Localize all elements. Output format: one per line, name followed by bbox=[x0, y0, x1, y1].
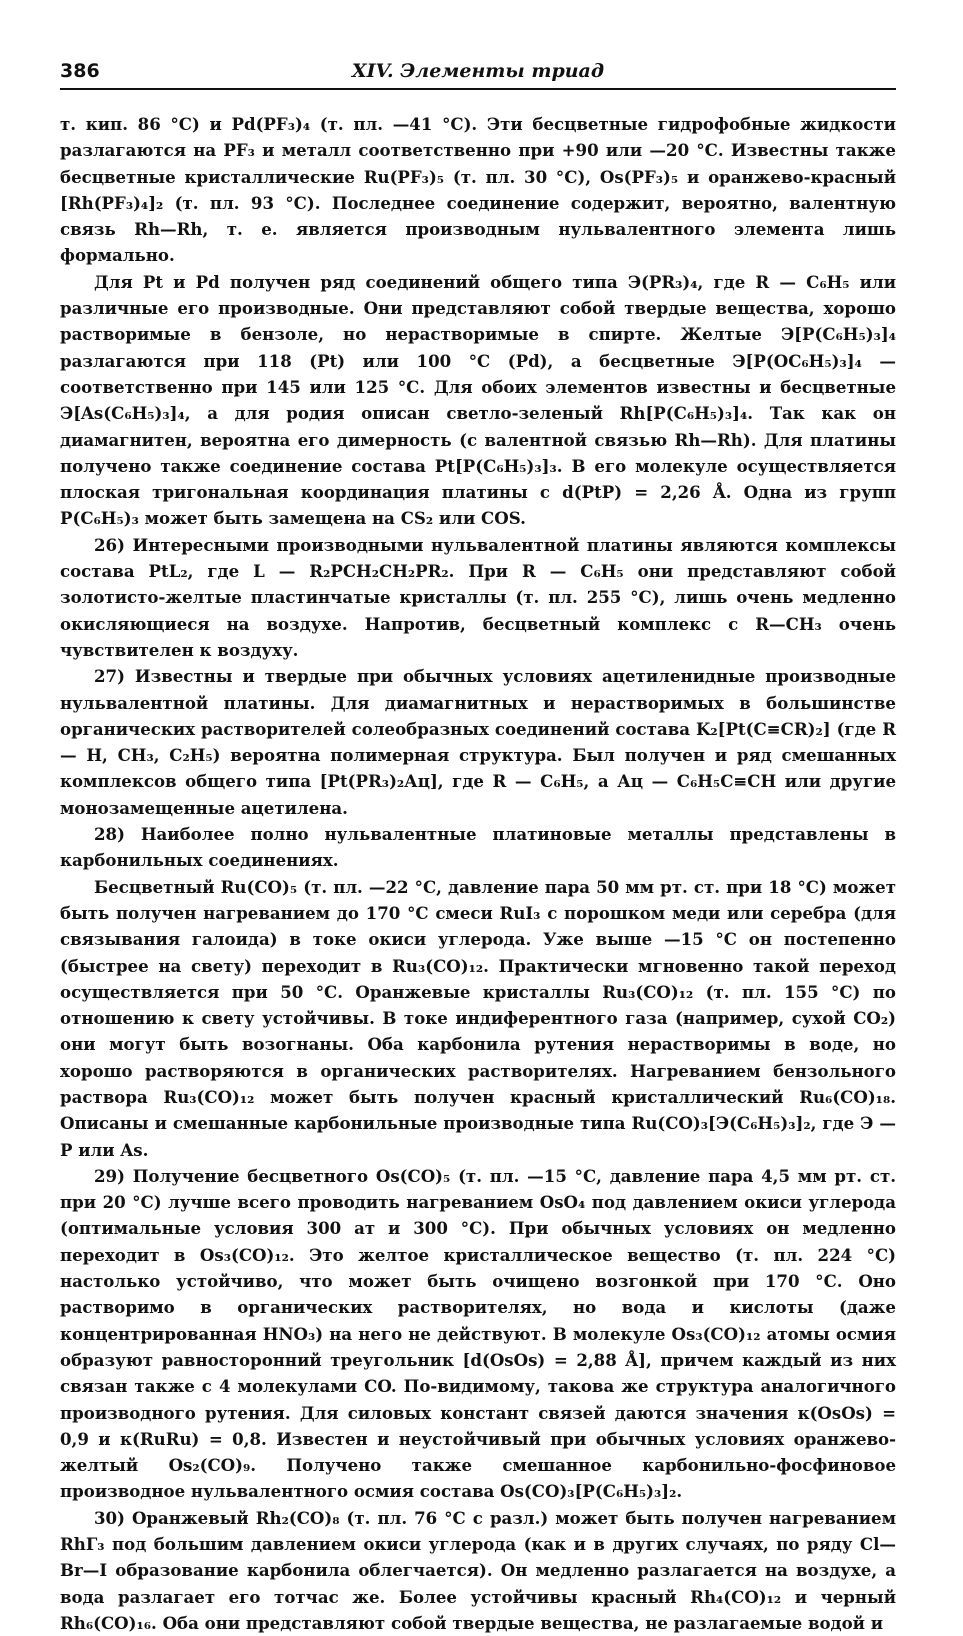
paragraph: 27) Известны и твердые при обычных условиях ацетиленидные производные нульвалентной платины. Для диамагнитных и нерастворимых в большинстве органических растворителей солеобразных соединений состава K₂[Pt(C≡CR)₂] (где R — H, CH₃, C₂H₅) вероятна полимерная структура. Был получен и ряд смешанных комплексов общего типа [Pt(PR₃)₂Ац], где R — C₆H₅, а Ац — C₆H₅C≡CH или другие монозамещенные ацетилена. bbox=[60, 666, 896, 818]
paragraph: 29) Получение бесцветного Os(CO)₅ (т. пл. —15 °С, давление пара 4,5 мм рт. ст. при 20 °С) лучше всего проводить нагреванием OsO₄ под давлением окиси углерода (оптимальные условия 300 ат и 300 °С). При обычных условиях он медленно переходит в Os₃(CO)₁₂. Это желтое кристаллическое вещество (т. пл. 224 °С) настолько устойчиво, что может быть очищено возгонкой при 170 °С. Оно растворимо в органических растворителях, но вода и кислоты (даже концентрированная HNO₃) на него не действуют. В молекуле Os₃(CO)₁₂ атомы осмия образуют равносторонний треугольник [d(OsOs) = 2,88 Å], причем каждый из них связан также с 4 молекулами CO. По-видимому, такова же структура аналогичного производного рутения. Для силовых констант связей даются значения к(OsOs) = 0,9 и к(RuRu) = 0,8. Известен и неустойчивый при обычных условиях оранжево-желтый Os₂(CO)₉. Получено также смешанное карбонильно-фосфиновое производное нульвалентного осмия состава Os(CO)₃[P(C₆H₅)₃]₂. bbox=[60, 1165, 896, 1502]
paragraph: 30) Оранжевый Rh₂(CO)₈ (т. пл. 76 °С с разл.) может быть получен нагреванием RhГ₃ под большим давлением окиси углерода (как и в других случаях, по ряду Cl—Br—I образование карбонила облегчается). Он медленно разлагается на воздухе, а вода разлагает его тотчас же. Более устойчивы красный Rh₄(CO)₁₂ и черный Rh₆(CO)₁₆. Оба они представляют собой твердые вещества, не разлагаемые водой и bbox=[60, 1507, 896, 1633]
running-title: XIV. Элементы триад bbox=[351, 60, 605, 82]
paragraph: Бесцветный Ru(CO)₅ (т. пл. —22 °С, давление пара 50 мм рт. ст. при 18 °С) может быть получен нагреванием до 170 °С смеси RuI₃ с порошком меди или серебра (для связывания галоида) в токе окиси углерода. Уже выше —15 °С он постепенно (быстрее на свету) переходит в Ru₃(CO)₁₂. Практически мгновенно такой переход осуществляется при 50 °С. Оранжевые кристаллы Ru₃(CO)₁₂ (т. пл. 155 °С) по отношению к свету устойчивы. В токе индиферентного газа (например, сухой CO₂) они могут быть возогнаны. Оба карбонила рутения нерастворимы в воде, но хорошо растворяются в органических растворителях. Нагреванием бензольного раствора Ru₃(CO)₁₂ может быть получен красный кристаллический Ru₆(CO)₁₈. Описаны и смешанные карбонильные производные типа Ru(CO)₃[Э(C₆H₅)₃]₂, где Э — P или As. bbox=[60, 876, 896, 1160]
paragraph: Для Pt и Pd получен ряд соединений общего типа Э(PR₃)₄, где R — C₆H₅ или различные его производные. Они представляют собой твердые вещества, хорошо растворимые в бензоле, но нерастворимые в спирте. Желтые Э[P(C₆H₅)₃]₄ разлагаются при 118 (Pt) или 100 °С (Pd), а бесцветные Э[P(OC₆H₅)₃]₄ — соответственно при 145 или 125 °С. Для обоих элементов известны и бесцветные Э[As(C₆H₅)₃]₄, а для родия описан светло-зеленый Rh[P(C₆H₅)₃]₄. Так как он диамагнитен, вероятна его димерность (с валентной связью Rh—Rh). Для платины получено также соединение состава Pt[P(C₆H₅)₃]₃. В его молекуле осуществляется плоская тригональная координация платины с d(PtP) = 2,26 Å. Одна из групп P(C₆H₅)₃ может быть замещена на CS₂ или COS. bbox=[60, 271, 896, 529]
paragraph: 26) Интересными производными нульвалентной платины являются комплексы состава PtL₂, где L — R₂PCH₂CH₂PR₂. При R — C₆H₅ они представляют собой золотисто-желтые пластинчатые кристаллы (т. пл. 255 °С), лишь очень медленно окисляющиеся на воздухе. Напротив, бесцветный комплекс с R—CH₃ очень чувствителен к воздуху. bbox=[60, 534, 896, 660]
paragraph: 28) Наиболее полно нульвалентные платиновые металлы представлены в карбонильных соединениях. bbox=[60, 824, 896, 871]
page-header bbox=[60, 58, 896, 90]
paragraph: т. кип. 86 °С) и Pd(PF₃)₄ (т. пл. —41 °С). Эти бесцветные гидрофобные жидкости разлагаются на PF₃ и металл соответственно при +90 или —20 °С. Известны также бесцветные кристаллические Ru(PF₃)₅ (т. пл. 30 °С), Os(PF₃)₅ и оранжево-красный [Rh(PF₃)₄]₂ (т. пл. 93 °С). Последнее соединение содержит, вероятно, валентную связь Rh—Rh, т. е. является производным нульвалентного элемента лишь формально. bbox=[60, 114, 896, 266]
body-text bbox=[60, 111, 896, 1636]
page-number: 386 bbox=[60, 60, 100, 82]
